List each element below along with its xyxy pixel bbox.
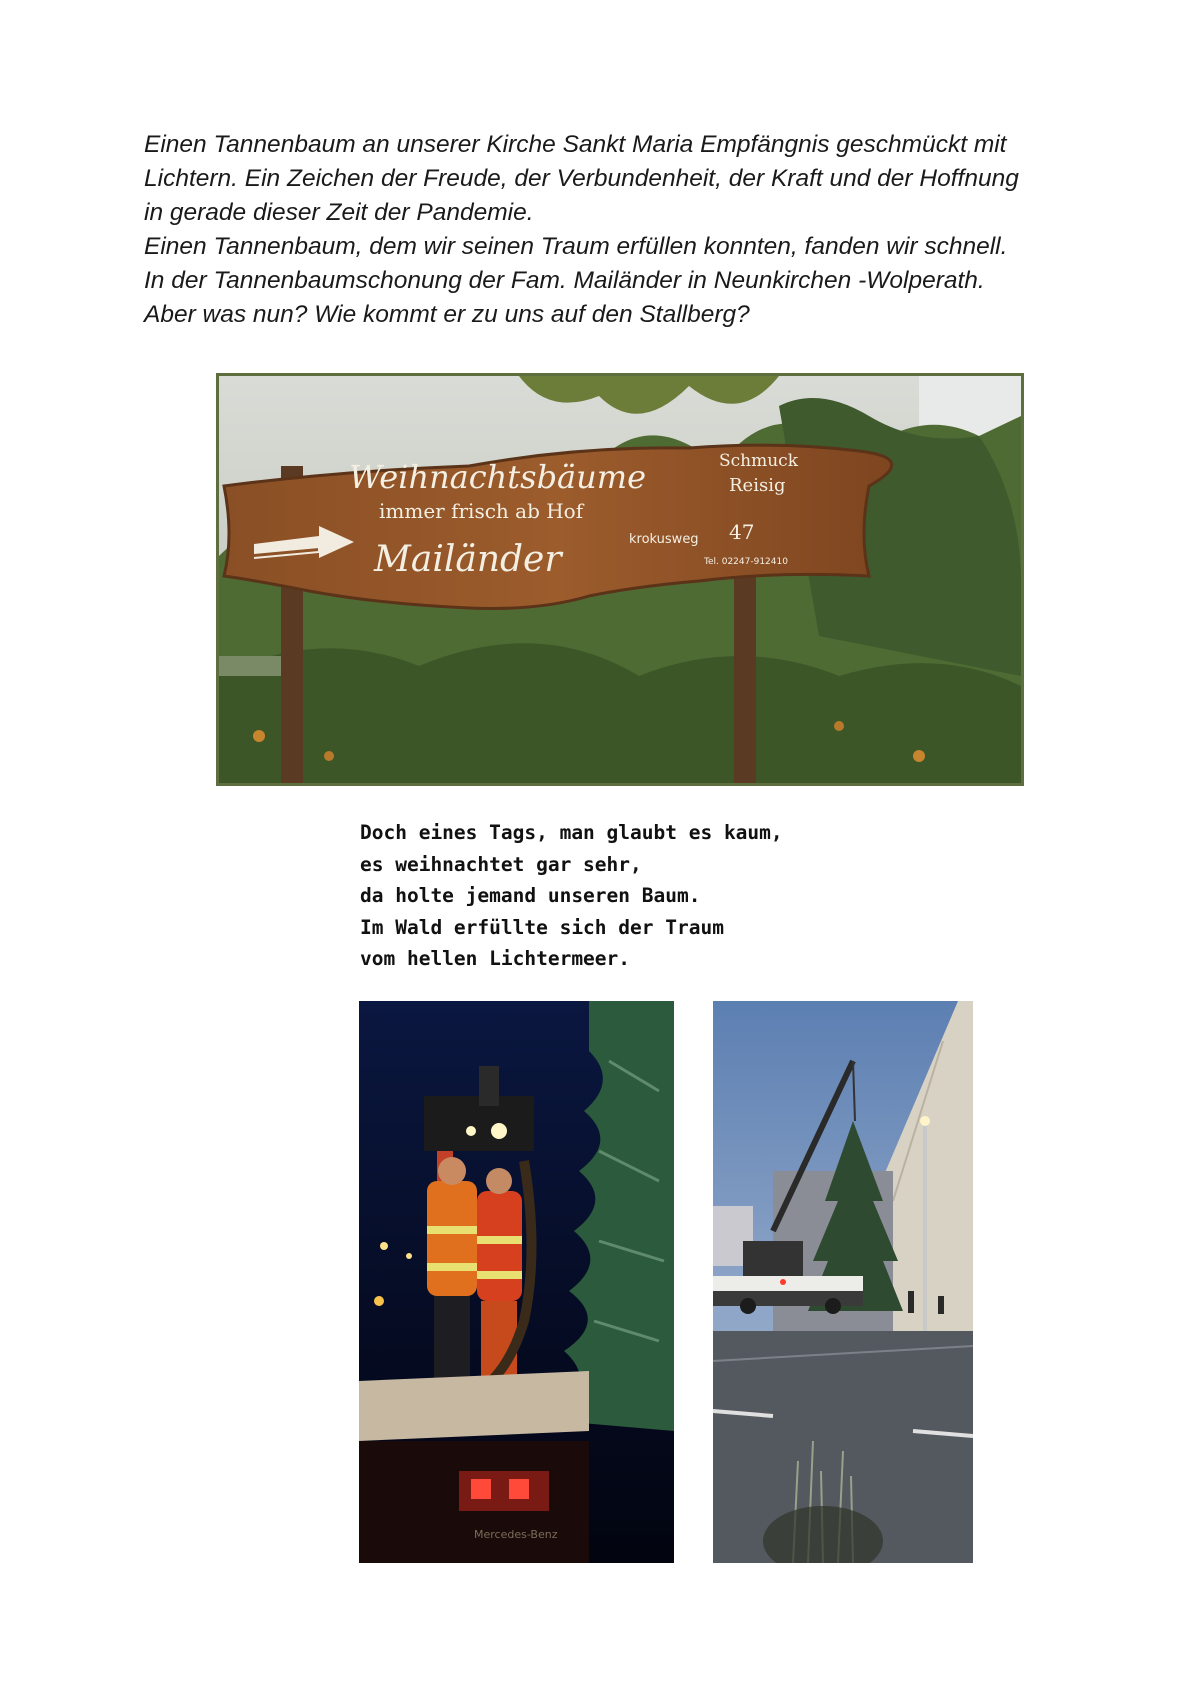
intro-line: Lichtern. Ein Zeichen der Freude, der Verbundenheit, der Kraft und der Hoffnung — [144, 165, 1019, 192]
intro-line: Einen Tannenbaum an unserer Kirche Sankt Maria Empfängnis geschmückt mit — [144, 131, 1007, 158]
poem-line: es weihnachtet gar sehr, — [360, 852, 642, 876]
sign-street: krokusweg — [629, 532, 699, 547]
sign-phone: Tel. 02247-912410 — [704, 557, 788, 567]
sign-title: Weihnachtsbäume — [349, 458, 647, 496]
sign-extra-2: Reisig — [729, 475, 786, 496]
crane-tree-photo — [713, 1001, 973, 1563]
intro-line: In der Tannenbaumschonung der Fam. Mailänder in Neunkirchen -Wolperath. — [144, 267, 985, 294]
sign-number: 47 — [729, 520, 755, 544]
intro-line: Einen Tannenbaum, dem wir seinen Traum erfüllen konnten, fanden wir schnell. — [144, 233, 1008, 260]
truck-badge: Mercedes-Benz — [474, 1528, 558, 1541]
sign-name: Mailänder — [374, 539, 562, 580]
intro-text — [144, 128, 1084, 332]
poem-line: Im Wald erfüllte sich der Traum — [360, 915, 724, 939]
truck-crew-photo — [359, 1001, 674, 1563]
intro-line: Aber was nun? Wie kommt er zu uns auf den Stallberg? — [144, 301, 750, 328]
sign-extra-1: Schmuck — [719, 451, 799, 471]
poem — [360, 817, 920, 975]
poem-line: Doch eines Tags, man glaubt es kaum, — [360, 821, 783, 844]
intro-line: in gerade dieser Zeit der Pandemie. — [144, 199, 534, 226]
poem-line: da holte jemand unseren Baum. — [360, 884, 701, 907]
sign-photo — [216, 373, 1024, 786]
poem-line: vom hellen Lichtermeer. — [360, 947, 631, 970]
sign-subtitle: immer frisch ab Hof — [379, 499, 584, 523]
